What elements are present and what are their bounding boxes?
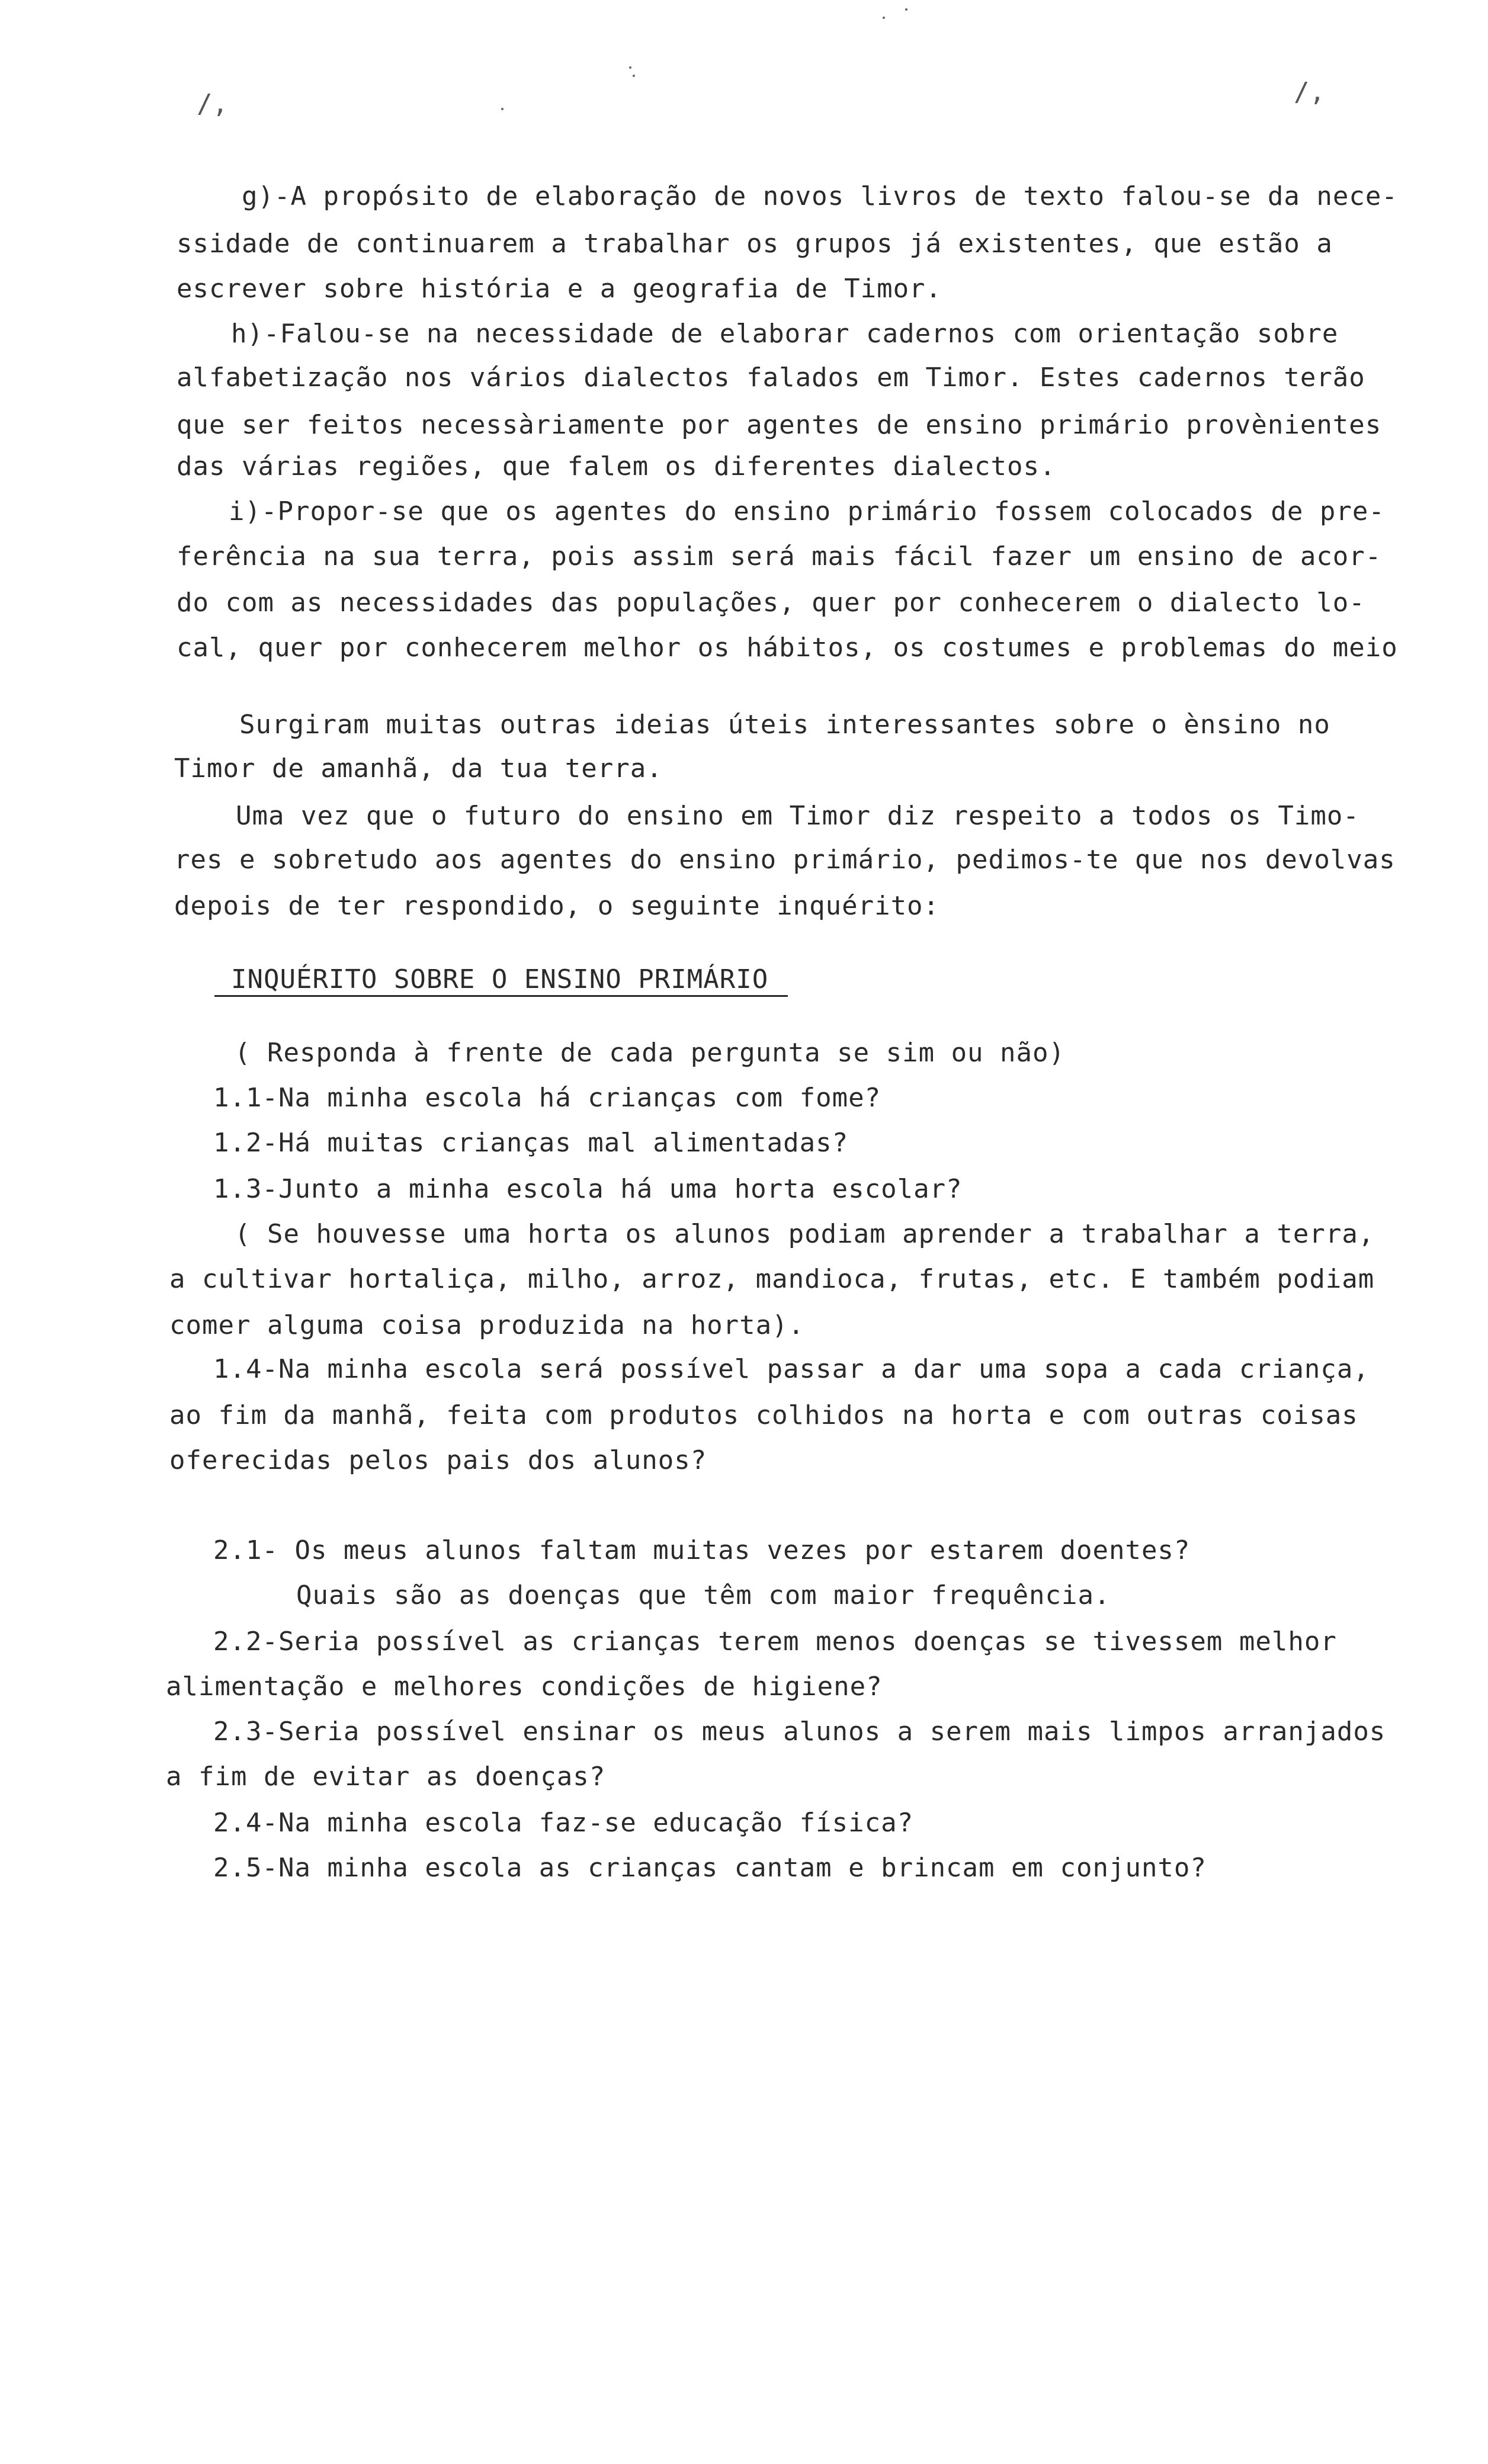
question-2-2-line-2: alimentação e melhores condições de higiene? (166, 1671, 883, 1702)
question-2-2-line-1: 2.2-Seria possível as crianças terem menos doenças se tivessem melhor (213, 1626, 1337, 1657)
question-1-4-line-3: oferecidas pelos pais dos alunos? (169, 1445, 707, 1475)
paragraph-i-line-3: do com as necessidades das populações, quer por conhecerem o dialecto lo- (177, 588, 1365, 618)
paragraph-g-line-1: g)-A propósito de elaboração de novos livros de texto falou-se da nece- (242, 181, 1398, 211)
paragraph-h-line-2: alfabetização nos vários dialectos falados em Timor. Estes cadernos terão (177, 362, 1365, 393)
corner-mark-right: /, (1294, 77, 1325, 107)
question-1-2: 1.2-Há muitas crianças mal alimentadas? (213, 1128, 849, 1158)
horta-note-line-3: comer alguma coisa produzida na horta). (169, 1310, 805, 1340)
paragraph-h-line-3: que ser feitos necessàriamente por agentes de ensino primário provènientes (177, 410, 1382, 440)
horta-note-line-1: ( Se houvesse uma horta os alunos podiam aprender a trabalhar a terra, (235, 1219, 1375, 1249)
paragraph-i-line-4: cal, quer por conhecerem melhor os hábitos, os costumes e problemas do meio (177, 633, 1398, 663)
inquerito-heading: INQUÉRITO SOBRE O ENSINO PRIMÁRIO (231, 964, 769, 994)
question-1-4-line-2: ao fim da manhã, feita com produtos colhidos na horta e com outras coisas (169, 1400, 1358, 1430)
paragraph-surgiram-line-2: Timor de amanhã, da tua terra. (174, 753, 663, 784)
paragraph-i-line-2: ferência na sua terra, pois assim será mais fácil fazer um ensino de acor- (177, 541, 1382, 572)
paragraph-g-line-3: escrever sobre história e a geografia de Timor. (177, 274, 942, 304)
scan-speck (633, 75, 635, 77)
question-2-4: 2.4-Na minha escola faz-se educação física? (213, 1808, 914, 1838)
paragraph-i-line-1: i)-Propor-se que os agentes do ensino primário fossem colocados de pre- (229, 496, 1385, 527)
paragraph-uma-vez-line-3: depois de ter respondido, o seguinte inquérito: (174, 891, 940, 921)
scan-speck (629, 66, 631, 69)
paragraph-uma-vez-line-1: Uma vez que o futuro do ensino em Timor diz respeito a todos os Timo- (236, 801, 1359, 831)
horta-note-line-2: a cultivar hortaliça, milho, arroz, mandioca, frutas, etc. E também podiam (169, 1264, 1375, 1294)
question-2-1-line-1: 2.1- Os meus alunos faltam muitas vezes por estarem doentes? (213, 1535, 1191, 1565)
corner-mark-left: /, (197, 89, 228, 119)
question-1-1: 1.1-Na minha escola há crianças com fome? (213, 1083, 881, 1113)
question-2-3-line-2: a fim de evitar as doenças? (166, 1762, 606, 1792)
paragraph-surgiram-line-1: Surgiram muitas outras ideias úteis interessantes sobre o ènsino no (239, 710, 1330, 740)
instruction-text: ( Responda à frente de cada pergunta se sim ou não) (235, 1038, 1066, 1068)
question-1-3: 1.3-Junto a minha escola há uma horta escolar? (213, 1174, 963, 1204)
scan-speck (501, 108, 504, 110)
heading-underline (214, 995, 788, 997)
paragraph-h-line-1: h)-Falou-se na necessidade de elaborar cadernos com orientação sobre (231, 319, 1339, 349)
question-2-3-line-1: 2.3-Seria possível ensinar os meus alunos a serem mais limpos arranjados (213, 1717, 1386, 1747)
paragraph-h-line-4: das várias regiões, que falem os diferentes dialectos. (177, 451, 1056, 482)
question-1-4-line-1: 1.4-Na minha escola será possível passar a dar uma sopa a cada criança, (213, 1354, 1370, 1384)
paragraph-g-line-2: ssidade de continuarem a trabalhar os grupos já existentes, que estão a (177, 229, 1333, 259)
question-2-5: 2.5-Na minha escola as crianças cantam e brincam em conjunto? (213, 1853, 1207, 1883)
scan-speck (905, 8, 907, 11)
paragraph-uma-vez-line-2: res e sobretudo aos agentes do ensino primário, pedimos-te que nos devolvas (174, 845, 1396, 875)
question-2-1-line-2: Quais são as doenças que têm com maior frequência. (296, 1580, 1111, 1610)
scan-speck (883, 17, 885, 19)
